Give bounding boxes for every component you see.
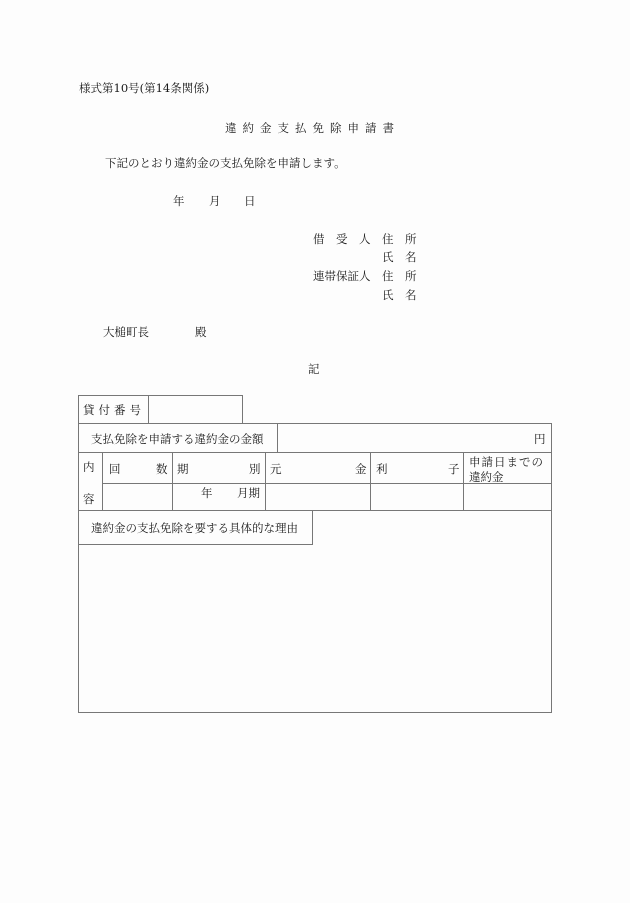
reason-label: 違約金の支払免除を要する具体的な理由 <box>91 521 298 535</box>
col-principal-1: 元 <box>270 462 282 476</box>
borrower-name-label: 氏 名 <box>382 250 417 264</box>
details-label-2: 容 <box>83 492 95 506</box>
borrower-address-label: 住 所 <box>382 232 417 246</box>
guarantor-address-label: 住 所 <box>382 269 417 283</box>
col-count-2: 数 <box>156 462 168 476</box>
details-label-1: 内 <box>83 460 95 474</box>
col-period-1: 期 <box>177 462 189 476</box>
period-year: 年 <box>201 486 213 500</box>
date-day: 日 <box>244 194 256 208</box>
guarantor-name-label: 氏 名 <box>382 288 417 302</box>
amount-unit: 円 <box>534 432 546 446</box>
principal-field[interactable] <box>267 485 369 509</box>
reason-field[interactable] <box>80 546 550 711</box>
count-field[interactable] <box>104 485 171 509</box>
form-number: 様式第10号(第14条関係) <box>79 81 210 95</box>
document-title: 違約金支払免除申請書 <box>225 121 400 135</box>
intro-text: 下記のとおり違約金の支払免除を申請します。 <box>105 156 346 170</box>
borrower-label: 借 受 人 <box>313 232 371 246</box>
period-month: 月期 <box>237 486 260 500</box>
addressee-name: 大槌町長 <box>103 325 149 339</box>
addressee-honorific: 殿 <box>195 325 207 339</box>
date-month: 月 <box>209 194 221 208</box>
col-interest-2: 子 <box>448 462 460 476</box>
penalty-field[interactable] <box>465 485 550 509</box>
date-year: 年 <box>173 194 185 208</box>
col-count-1: 回 <box>109 462 121 476</box>
guarantor-label: 連帯保証人 <box>313 269 371 283</box>
note-label: 記 <box>308 362 320 376</box>
amount-field[interactable] <box>279 425 534 451</box>
col-principal-2: 金 <box>355 462 367 476</box>
col-penalty-2: 違約金 <box>469 470 504 484</box>
loan-number-label: 貸付番号 <box>83 403 145 417</box>
col-interest-1: 利 <box>376 462 388 476</box>
loan-number-field[interactable] <box>150 397 241 422</box>
col-period-2: 別 <box>249 462 261 476</box>
interest-field[interactable] <box>372 485 462 509</box>
col-penalty-1: 申請日までの <box>469 455 544 469</box>
amount-label: 支払免除を申請する違約金の金額 <box>91 432 264 446</box>
